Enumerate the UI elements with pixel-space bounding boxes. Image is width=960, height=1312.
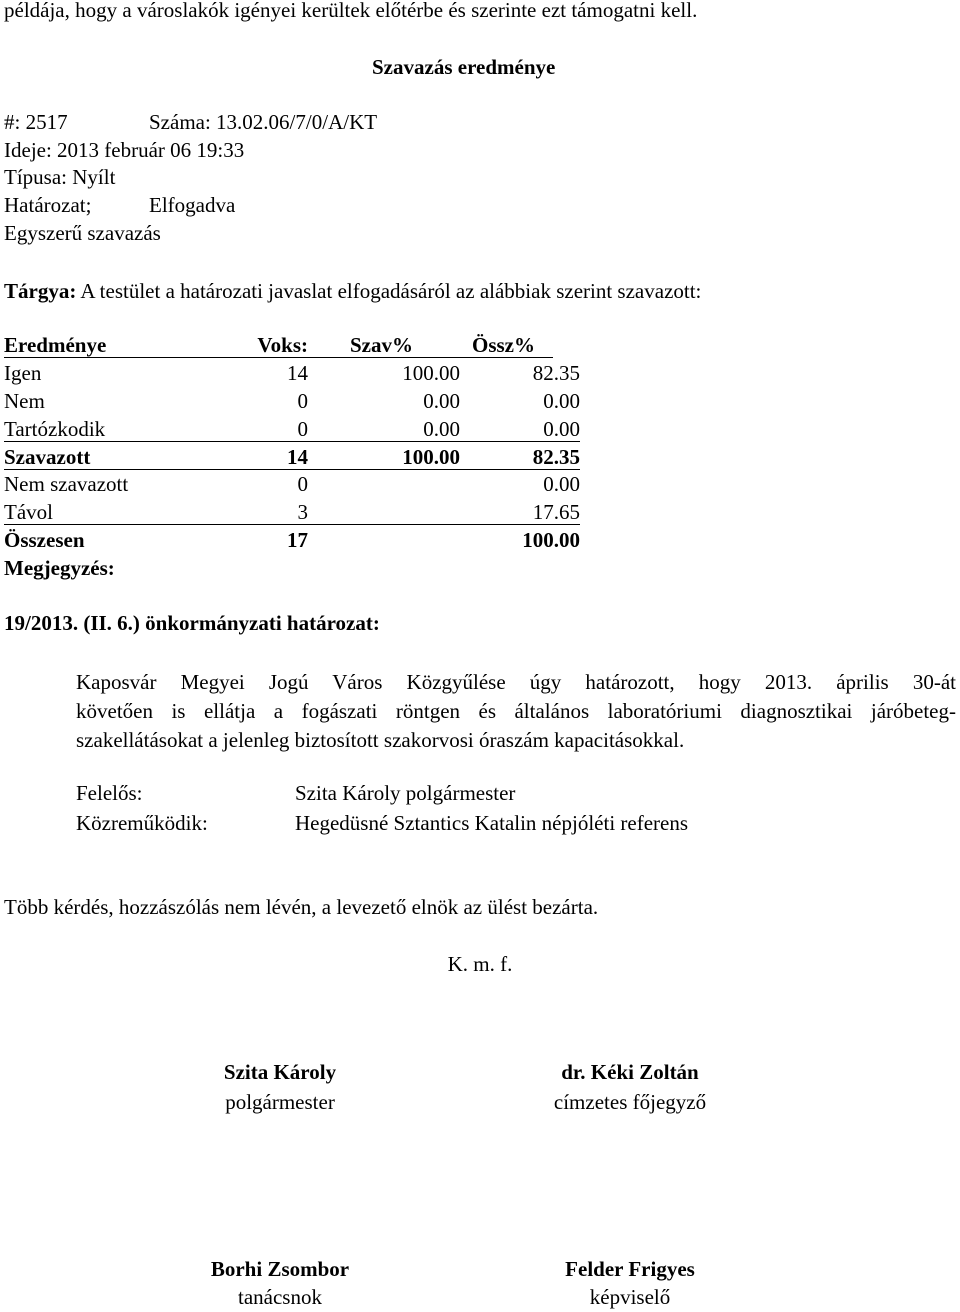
row-voks: 3	[297, 500, 308, 524]
row-ossz: 82.35	[532, 361, 580, 385]
vote-result-heading: Szavazás eredménye	[372, 55, 556, 79]
row-voks: 17	[287, 528, 308, 552]
signature-title: címzetes főjegyző	[553, 1090, 707, 1114]
row-ossz: 0.00	[543, 472, 580, 496]
felelos-label: Felelős:	[76, 781, 143, 805]
row-voks: 0	[297, 472, 308, 496]
signature-name: Szita Károly	[223, 1060, 337, 1084]
row-szav: 100.00	[402, 361, 460, 385]
row-voks: 14	[287, 445, 308, 469]
row-ossz: 0.00	[543, 417, 580, 441]
resolution-text	[76, 670, 956, 757]
vote-hatarozat-label: Határozat;	[4, 193, 92, 217]
vote-hatarozat-value: Elfogadva	[149, 193, 236, 217]
row-szav: 0.00	[423, 389, 460, 413]
row-underline	[4, 441, 580, 442]
signature-title: tanácsnok	[238, 1285, 322, 1309]
resolution-title: 19/2013. (II. 6.) önkormányzati határozat:	[4, 611, 380, 635]
row-label: Nem	[4, 389, 45, 413]
subject-label: Tárgya:	[4, 279, 77, 303]
kozremukodik-label: Közreműködik:	[76, 811, 208, 835]
vote-szama: Száma: 13.02.06/7/0/A/KT	[149, 110, 378, 134]
subject-text: A testület a határozati javaslat elfogadásáról az alábbiak szerint szavazott:	[80, 279, 702, 303]
row-label: Szavazott	[4, 445, 91, 469]
row-label: Nem szavazott	[4, 472, 129, 496]
row-label: Tartózkodik	[4, 417, 106, 441]
row-voks: 0	[297, 417, 308, 441]
row-label: Távol	[4, 500, 53, 524]
vote-mode: Egyszerű szavazás	[4, 221, 161, 245]
row-ossz: 17.65	[532, 500, 580, 524]
resolution-line: követően is ellátja a fogászati röntgen és általános laboratóriumi diagnosztikai járóbeteg-	[76, 699, 956, 723]
signature-name: Felder Frigyes	[565, 1257, 695, 1281]
vote-tipusa: Típusa: Nyílt	[4, 165, 116, 189]
signature-name: dr. Kéki Zoltán	[561, 1060, 699, 1084]
row-voks: 14	[287, 361, 308, 385]
row-voks: 0	[297, 389, 308, 413]
row-ossz: 82.35	[532, 445, 580, 469]
header-underline	[4, 357, 553, 358]
col-header-voks: Voks:	[257, 333, 308, 357]
kmf: K. m. f.	[447, 952, 513, 976]
row-label: Igen	[4, 361, 42, 385]
row-underline	[4, 524, 580, 525]
col-header-eredmenye: Eredménye	[4, 333, 107, 357]
row-szav: 100.00	[402, 445, 460, 469]
col-header-szav: Szav%	[350, 333, 413, 357]
row-ossz: 100.00	[522, 528, 580, 552]
row-szav: 0.00	[423, 417, 460, 441]
note-label: Megjegyzés:	[4, 556, 115, 580]
vote-ideje: Ideje: 2013 február 06 19:33	[4, 138, 245, 162]
signature-name: Borhi Zsombor	[210, 1257, 350, 1281]
row-label: Összesen	[4, 528, 85, 552]
row-ossz: 0.00	[543, 389, 580, 413]
intro-text: példája, hogy a városlakók igényei kerültek előtérbe és szerinte ezt támogatni kell.	[4, 0, 698, 22]
vote-number: #: 2517	[4, 110, 68, 134]
resolution-line: Kaposvár Megyei Jogú Város Közgyűlése úgy határozott, hogy 2013. április 30-át	[76, 670, 956, 694]
signature-title: polgármester	[225, 1090, 335, 1114]
row-underline	[4, 469, 580, 470]
col-header-ossz: Össz%	[472, 333, 535, 357]
closing-text: Több kérdés, hozzászólás nem lévén, a levezető elnök az ülést bezárta.	[4, 895, 599, 919]
felelos-value: Szita Károly polgármester	[295, 781, 516, 805]
kozremukodik-value: Hegedüsné Sztantics Katalin népjóléti referens	[295, 811, 689, 835]
signature-title: képviselő	[589, 1285, 671, 1309]
vote-subject	[4, 279, 701, 304]
resolution-line: szakellátásokat a jelenleg biztosított szakorvosi óraszám kapacitásokkal.	[76, 728, 685, 752]
